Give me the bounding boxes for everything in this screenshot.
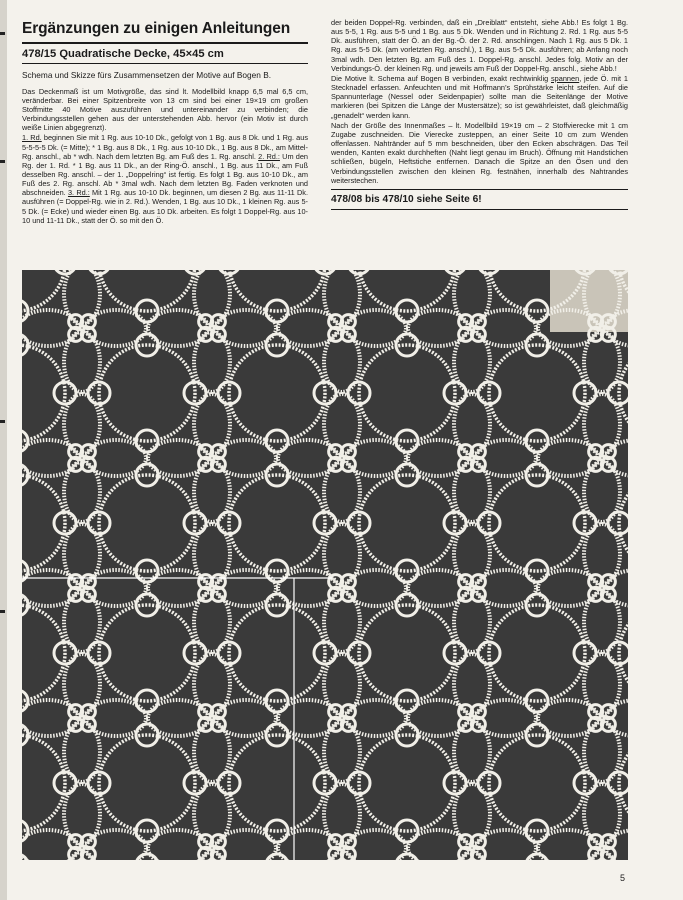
- cross-reference: 478/08 bis 478/10 siehe Seite 6!: [331, 189, 628, 210]
- section-title: 478/15 Quadratische Decke, 45×45 cm: [22, 44, 308, 64]
- lace-arc: [359, 605, 455, 701]
- right-column: [331, 18, 628, 210]
- intro-text: Schema und Skizze fürs Zusammensetzen der Motive auf Bogen B.: [22, 70, 272, 80]
- lace-arc: [22, 735, 65, 831]
- binding-mark: [0, 420, 5, 423]
- paragraph-text: Die Motive lt. Schema auf Bogen B verbinden, exakt rechtwinklig: [331, 73, 551, 83]
- round-label: 2. Rd.:: [258, 151, 280, 161]
- paragraph-text: Um den Rg. der 1. Rd. * 1 Bg. aus 11 Dk., an der Ring-Ö. anschl., 1 Bg. aus 11 Dk., am Fuß desselben Rg. anschl. – der 1. „Doppelring“ ist fertig. Es folgt 1 Bg. aus 10-10 Dk., am Fuß des 2. Rg. anschl. Ab * 3mal wdh. Nach dem letzten Bg. Faden verknoten und abschneiden.: [22, 151, 309, 198]
- paragraph: [22, 133, 308, 225]
- lace-motifs: [22, 270, 628, 860]
- lace-arc: [99, 475, 195, 571]
- paragraph: der beiden Doppel-Rg. verbinden, daß ein „Dreiblatt“ entsteht, siehe Abb.! Es folgt 1 Bg. aus 5-5, 1 Rg. aus 5-5 und 1 Bg. aus 5 Dk. Wenden und in Richtung 2. Rd. 1 Rg. aus 5-5 Dk. ausführen, statt der Ö. an der Bg.-Ö. der 2. Rd. anschlingen. Nach 1 Rg. aus 5 Dk. 1 Rg. aus 5-5 Dk. (am vorletzten Rg. anschl.), 1 Bg. aus 5-5 Dk. ausführen; ab Anfang noch 3mal wdh. Den letzten Bg. am Fuß des 1. Doppel-Rg. anschl. Jedes folg. Motiv an der Verbindungs-Ö. der kleinen Rg. und jeweils am Fuß der Doppel-Rg. anschl., siehe Abb.!: [331, 18, 628, 73]
- lace-arc: [229, 735, 325, 831]
- paragraph: Das Deckenmaß ist um Motivgröße, das sind lt. Modellbild knapp 6,5 mal 6,5 cm, veränderbar. Bei einer Spitzenbreite von 13 cm sind bei einer 19×19 cm großen Stoffmitte 40 Motive auszuführen und untereinander zu verbinden; die Verbindungsstellen gehen aus der unterstehenden Abb. hervor (ein Motiv ist durch weiße Linien abgegrenzt).: [22, 86, 308, 133]
- page-number: 5: [620, 873, 626, 883]
- paragraph-text: beginnen Sie mit 1 Rg. aus 10-10 Dk., gefolgt von 1 Bg. aus 8 Dk. und 1 Rg. aus 5-5-5-5 Dk. (= Mitte); * 1 Bg. aus 8 Dk., 1 Rg. aus 10-10 Dk., 1 Bg. aus 8 Dk., am Mittel-Rg. anschl., ab * wdh. Nach dem letzten Bg. am Fuß des 1. Rg. anschl.: [22, 133, 309, 161]
- binding-mark: [0, 32, 5, 35]
- round-label: 1. Rd.: [22, 133, 42, 143]
- paragraph: [331, 74, 628, 120]
- page-title: Ergänzungen zu einigen Anleitungen: [22, 18, 308, 44]
- lace-arc: [489, 605, 585, 701]
- lace-arc: [99, 735, 195, 831]
- lace-arc: [229, 475, 325, 571]
- round-label: 3. Rd.:: [67, 188, 90, 198]
- lace-arc: [229, 605, 325, 701]
- lace-arc: [359, 270, 455, 311]
- lace-arc: [359, 735, 455, 831]
- lace-arc: [99, 270, 195, 311]
- lace-arc: [22, 345, 65, 441]
- left-column: [22, 18, 308, 226]
- lace-arc: [489, 345, 585, 441]
- emphasis: spannen: [551, 73, 580, 83]
- lace-arc: [22, 270, 65, 311]
- tatting-lace-photo: [22, 270, 628, 860]
- lace-arc: [22, 475, 65, 571]
- binding-mark: [0, 160, 5, 163]
- lace-arc: [359, 475, 455, 571]
- lace-arc: [229, 345, 325, 441]
- lace-arc: [489, 735, 585, 831]
- lace-arc: [359, 345, 455, 441]
- lace-arc: [22, 605, 65, 701]
- binding-mark: [0, 610, 5, 613]
- lace-arc: [99, 605, 195, 701]
- lace-arc: [229, 270, 325, 311]
- lace-arc: [489, 475, 585, 571]
- page-binding-edge: [0, 0, 7, 900]
- paragraph-text: Mit 1 Rg. aus 10-10 Dk. beginnen, um diesen 2 Bg. aus 11-11 Dk. ausführen (= Doppel-Rg. wie in 2. Rd.). Wenden, 1 Bg. aus 10 Dk., 1 kleinen Rg. aus 5-5 Dk. (= Ecke) und wieder einen Bg. aus 10 Dk. arbeiten. Es folgt 1 Doppel-Rg. aus 10-10 und 11-11 Dk., statt der Ö. so mit den Ö.: [22, 188, 308, 225]
- lace-arc: [99, 345, 195, 441]
- paragraph-text: , jede Ö. mit 1 Stecknadel erfassen. Anfeuchten und mit Hoffmann’s Sprühstärke leicht steifen. Auf die Spannunterlage (Nessel oder Seidenpapier) sollte man die Seitenlänge der Motive markieren (bei Spitzen die Länge der Mustersätze); so ist gewährleistet, daß gleichmäßig „genadelt“ werden kann.: [331, 73, 628, 120]
- paragraph: Nach der Größe des Innenmaßes – lt. Modellbild 19×19 cm – 2 Stoffvierecke mit 1 cm Zugabe zuschneiden. Die Vierecke zusteppen, an einer Seite 10 cm zum Wenden offenlassen. Nahtränder auf 5 mm beschneiden, über den Ecken abschrägen. Das Teil wenden, Kanten exakt durchheften (Naht liegt genau im Bruch). Öffnung mit Handstichen schließen, bügeln, Heftstiche entfernen. Danach die Spitze an den Ösen und den Verbindungsstellen zwischen den kleinen Rg. festnähen, innerhalb des Nahtrandes weiterstechen.: [331, 120, 628, 185]
